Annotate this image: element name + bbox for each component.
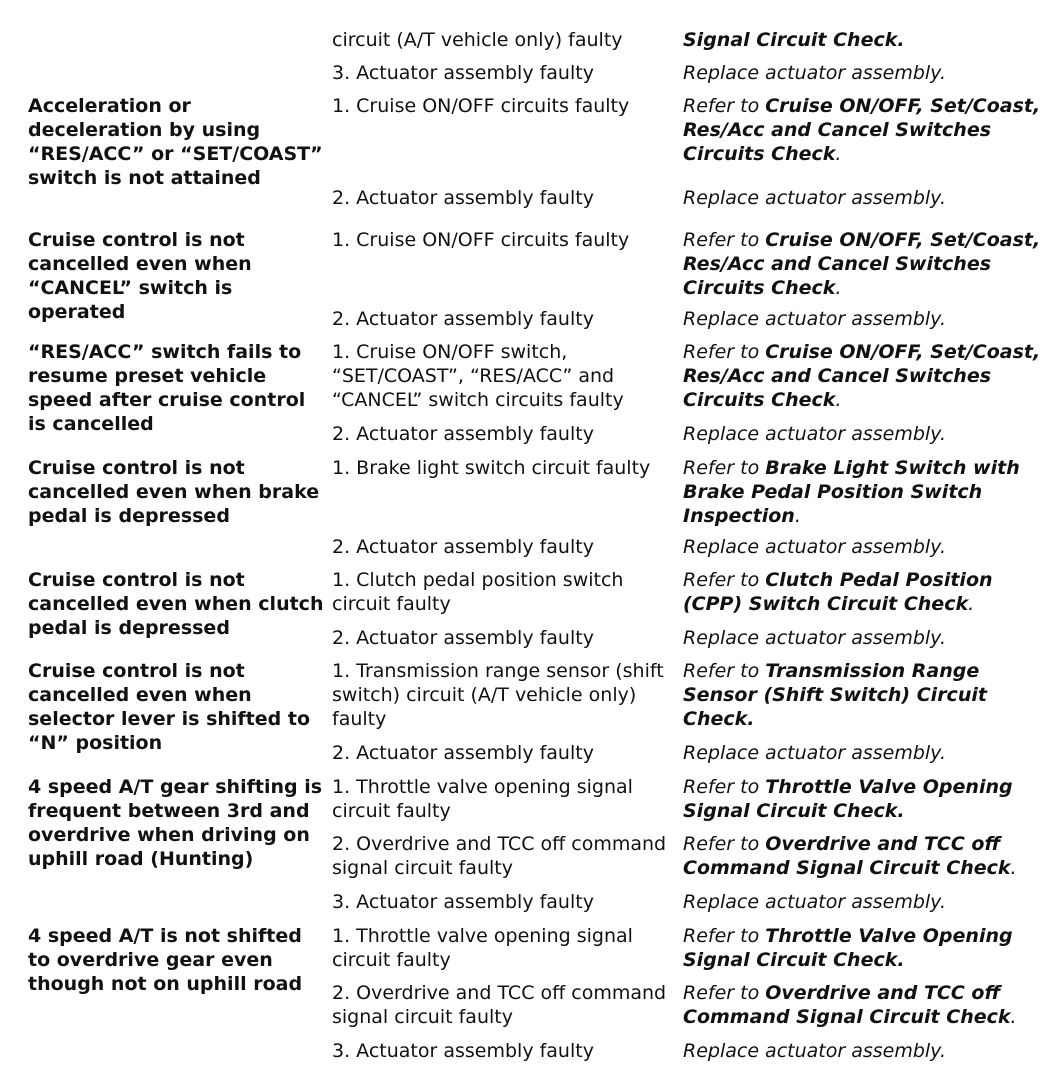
condition-cell: “RES/ACC” switch fails to resume preset vehicle speed after cruise control is cancelled [28,341,306,435]
condition-cell: 4 speed A/T is not shifted to overdrive gear even though not on uphill road [28,925,303,995]
correction-cell: Refer to Throttle Valve Opening Signal Circuit Check. [683,776,1013,822]
correction-cell: Refer to Throttle Valve Opening Signal Circuit Check. [683,925,1013,971]
cause-cell: 2. Actuator assembly faulty [332,627,594,649]
cause-cell: 1. Transmission range sensor (shift switch) circuit (A/T vehicle only) faulty [332,660,664,730]
correction-cell: Replace actuator assembly. [683,742,946,764]
correction-cell: Refer to Overdrive and TCC off Command Signal Circuit Check. [683,833,1017,879]
correction-cell: Replace actuator assembly. [683,536,946,558]
correction-cell: Refer to Cruise ON/OFF, Set/Coast, Res/Acc and Cancel Switches Circuits Check. [683,229,1041,299]
correction-cell: Refer to Cruise ON/OFF, Set/Coast, Res/Acc and Cancel Switches Circuits Check. [683,95,1041,165]
cause-cell: 2. Overdrive and TCC off command signal circuit faulty [332,833,667,879]
condition-cell: Acceleration or deceleration by using “RES/ACC” or “SET/COAST” switch is not attained [28,95,323,189]
cause-cell: 2. Actuator assembly faulty [332,308,594,330]
cause-cell: 1. Clutch pedal position switch circuit faulty [332,569,624,615]
cause-cell: 1. Brake light switch circuit faulty [332,457,651,479]
condition-cell: Cruise control is not cancelled even when selector lever is shifted to “N” position [28,660,311,754]
cause-cell: 1. Cruise ON/OFF circuits faulty [332,229,630,251]
correction-cell: Replace actuator assembly. [683,1040,946,1062]
correction-cell: Replace actuator assembly. [683,423,946,445]
cause-cell: 1. Throttle valve opening signal circuit faulty [332,925,633,971]
correction-cell: Signal Circuit Check. [683,29,905,51]
correction-cell: Replace actuator assembly. [683,891,946,913]
cause-cell: circuit (A/T vehicle only) faulty [332,29,623,51]
cause-cell: 3. Actuator assembly faulty [332,1040,594,1062]
cause-cell: 1. Throttle valve opening signal circuit faulty [332,776,633,822]
cause-cell: 1. Cruise ON/OFF circuits faulty [332,95,630,117]
cause-cell: 2. Actuator assembly faulty [332,536,594,558]
condition-cell: Cruise control is not cancelled even when “CANCEL” switch is operated [28,229,252,323]
condition-cell: 4 speed A/T gear shifting is frequent between 3rd and overdrive when driving on uphill road (Hunting) [28,776,323,870]
correction-cell: Replace actuator assembly. [683,62,946,84]
cause-cell: 3. Actuator assembly faulty [332,891,594,913]
cause-cell: 2. Actuator assembly faulty [332,187,594,209]
correction-cell: Replace actuator assembly. [683,308,946,330]
correction-cell: Replace actuator assembly. [683,627,946,649]
correction-cell: Refer to Transmission Range Sensor (Shift Switch) Circuit Check. [683,660,987,730]
correction-cell: Refer to Overdrive and TCC off Command Signal Circuit Check. [683,982,1017,1028]
cause-cell: 1. Cruise ON/OFF switch, “SET/COAST”, “RES/ACC” and “CANCEL” switch circuits faulty [332,341,624,411]
correction-cell: Refer to Clutch Pedal Position (CPP) Switch Circuit Check. [683,569,993,615]
correction-cell: Replace actuator assembly. [683,187,946,209]
correction-cell: Refer to Brake Light Switch with Brake Pedal Position Switch Inspection. [683,457,1020,527]
cause-cell: 3. Actuator assembly faulty [332,62,594,84]
cause-cell: 2. Actuator assembly faulty [332,423,594,445]
cause-cell: 2. Actuator assembly faulty [332,742,594,764]
cause-cell: 2. Overdrive and TCC off command signal circuit faulty [332,982,667,1028]
condition-cell: Cruise control is not cancelled even when brake pedal is depressed [28,457,320,527]
correction-cell: Refer to Cruise ON/OFF, Set/Coast, Res/Acc and Cancel Switches Circuits Check. [683,341,1041,411]
condition-cell: Cruise control is not cancelled even when clutch pedal is depressed [28,569,324,639]
